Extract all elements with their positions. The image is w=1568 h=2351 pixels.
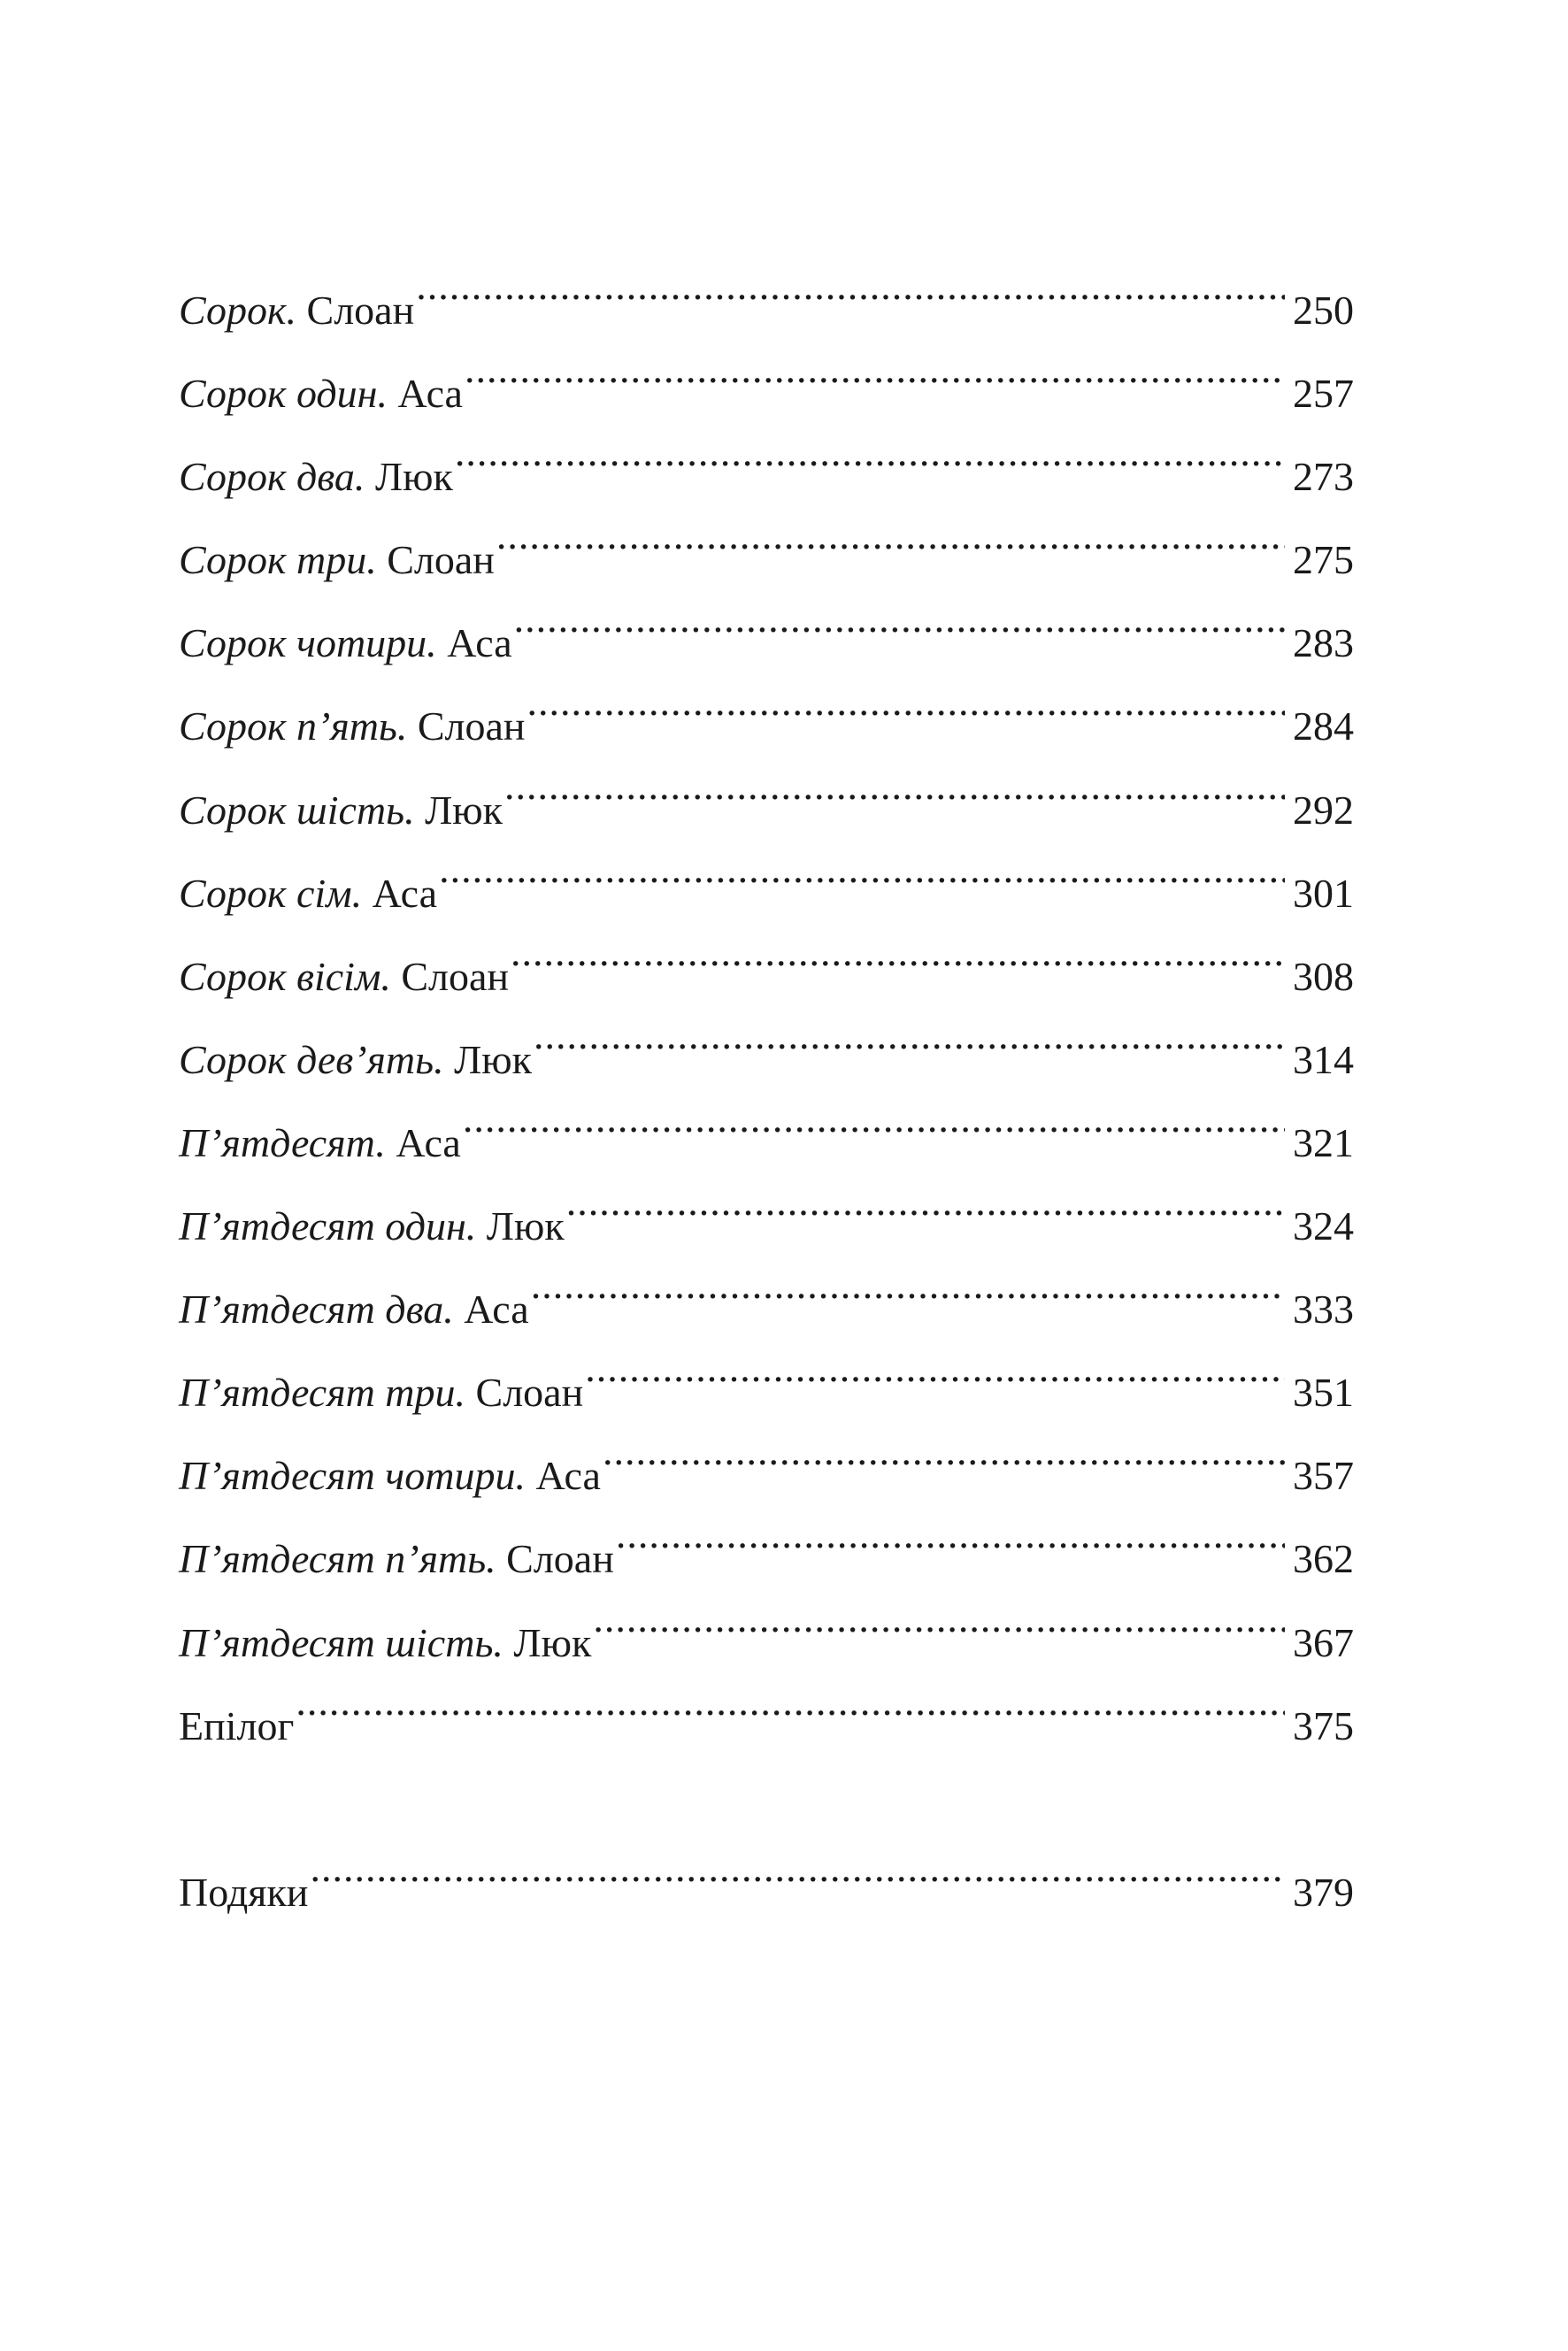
toc-entry xyxy=(179,241,1354,333)
entry-title xyxy=(179,1517,614,1601)
chapter-title: Сорок вісім. xyxy=(179,953,391,999)
page-number: 283 xyxy=(1293,620,1354,666)
narrator-name: Люк xyxy=(513,1619,592,1665)
narrator-name: Аса xyxy=(397,371,463,417)
narrator-name: Слоан xyxy=(417,703,526,749)
narrator-name: Слоан xyxy=(387,537,495,583)
dot-leader xyxy=(296,1656,1285,1740)
chapter-title: Сорок шість. xyxy=(179,787,415,833)
page-number: 357 xyxy=(1293,1453,1354,1499)
chapter-title: П’ятдесят три. xyxy=(179,1370,466,1416)
dot-leader xyxy=(465,324,1285,407)
page-number: 367 xyxy=(1293,1619,1354,1665)
narrator-name: Слоан xyxy=(401,953,509,999)
dot-leader xyxy=(310,1823,1285,1906)
entry-title xyxy=(179,935,509,1018)
dot-leader xyxy=(616,1489,1285,1572)
dot-leader xyxy=(593,1573,1285,1656)
narrator-name: Люк xyxy=(425,787,503,833)
page-number: 308 xyxy=(1293,953,1354,999)
dot-leader xyxy=(514,573,1285,657)
chapter-title: П’ятдесят. xyxy=(179,1119,386,1165)
entry-title xyxy=(179,1185,565,1268)
narrator-name: Слоан xyxy=(506,1536,614,1582)
narrator-name: Люк xyxy=(374,454,453,500)
dot-leader xyxy=(585,1323,1285,1406)
entry-title: Подяки xyxy=(179,1869,309,1915)
page-number: 273 xyxy=(1293,454,1354,500)
entry-title xyxy=(179,1102,461,1185)
entry-title xyxy=(179,852,437,935)
page-number: 301 xyxy=(1293,870,1354,916)
narrator-name: Аса xyxy=(372,870,438,916)
dot-leader xyxy=(534,990,1285,1073)
chapter-title: П’ятдесят два. xyxy=(179,1287,454,1333)
entry-title xyxy=(179,352,463,435)
narrator-name: Аса xyxy=(535,1453,601,1499)
dot-leader xyxy=(511,907,1285,990)
page-number: 333 xyxy=(1293,1287,1354,1333)
toc-entry-epilogue xyxy=(179,1656,1354,1748)
page-number: 351 xyxy=(1293,1370,1354,1416)
entry-title xyxy=(179,602,512,685)
chapter-title: Сорок один. xyxy=(179,371,388,417)
dot-leader xyxy=(455,407,1285,490)
page-number: 275 xyxy=(1293,537,1354,583)
narrator-name: Люк xyxy=(454,1036,533,1082)
page-number: 324 xyxy=(1293,1203,1354,1249)
page-number: 284 xyxy=(1293,703,1354,749)
entry-title xyxy=(179,519,495,602)
chapter-title: Сорок. xyxy=(179,288,297,333)
entry-title xyxy=(179,435,453,519)
chapter-title: П’ятдесят один. xyxy=(179,1203,477,1249)
page-number: 314 xyxy=(1293,1036,1354,1082)
narrator-name: Аса xyxy=(464,1287,529,1333)
entry-title xyxy=(179,1434,601,1517)
table-of-contents xyxy=(179,241,1354,1915)
page-number: 362 xyxy=(1293,1536,1354,1582)
dot-leader xyxy=(416,241,1285,324)
dot-leader xyxy=(463,1073,1285,1156)
page-number: 379 xyxy=(1293,1869,1354,1915)
page-number: 292 xyxy=(1293,787,1354,833)
entry-title xyxy=(179,269,414,352)
chapter-title: Сорок два. xyxy=(179,454,365,500)
narrator-name: Слоан xyxy=(306,288,415,333)
page-number: 250 xyxy=(1293,288,1354,333)
entry-title xyxy=(179,1268,529,1351)
chapter-title: П’ятдесят п’ять. xyxy=(179,1536,496,1582)
chapter-title: Сорок три. xyxy=(179,537,377,583)
dot-leader xyxy=(504,741,1285,824)
chapter-title: Сорок дев’ять. xyxy=(179,1036,444,1082)
dot-leader xyxy=(531,1240,1285,1323)
entry-title xyxy=(179,685,526,768)
narrator-name: Аса xyxy=(447,620,512,666)
page-number: 375 xyxy=(1293,1702,1354,1748)
page-number: 257 xyxy=(1293,371,1354,417)
chapter-title: Сорок п’ять. xyxy=(179,703,408,749)
dot-leader xyxy=(527,657,1285,740)
dot-leader xyxy=(566,1156,1285,1240)
narrator-name: Аса xyxy=(396,1119,461,1165)
dot-leader xyxy=(439,824,1285,907)
chapter-title: Сорок сім. xyxy=(179,870,363,916)
dot-leader xyxy=(496,490,1285,573)
chapter-title: П’ятдесят чотири. xyxy=(179,1453,526,1499)
chapter-title: Сорок чотири. xyxy=(179,620,437,666)
entry-title: Епілог xyxy=(179,1702,295,1748)
dot-leader xyxy=(603,1406,1285,1489)
page-number: 321 xyxy=(1293,1119,1354,1165)
toc-entry-acknowledgements xyxy=(179,1823,1354,1915)
entry-title xyxy=(179,1351,583,1434)
narrator-name: Люк xyxy=(486,1203,565,1249)
chapter-title: П’ятдесят шість. xyxy=(179,1619,503,1665)
narrator-name: Слоан xyxy=(475,1370,584,1416)
